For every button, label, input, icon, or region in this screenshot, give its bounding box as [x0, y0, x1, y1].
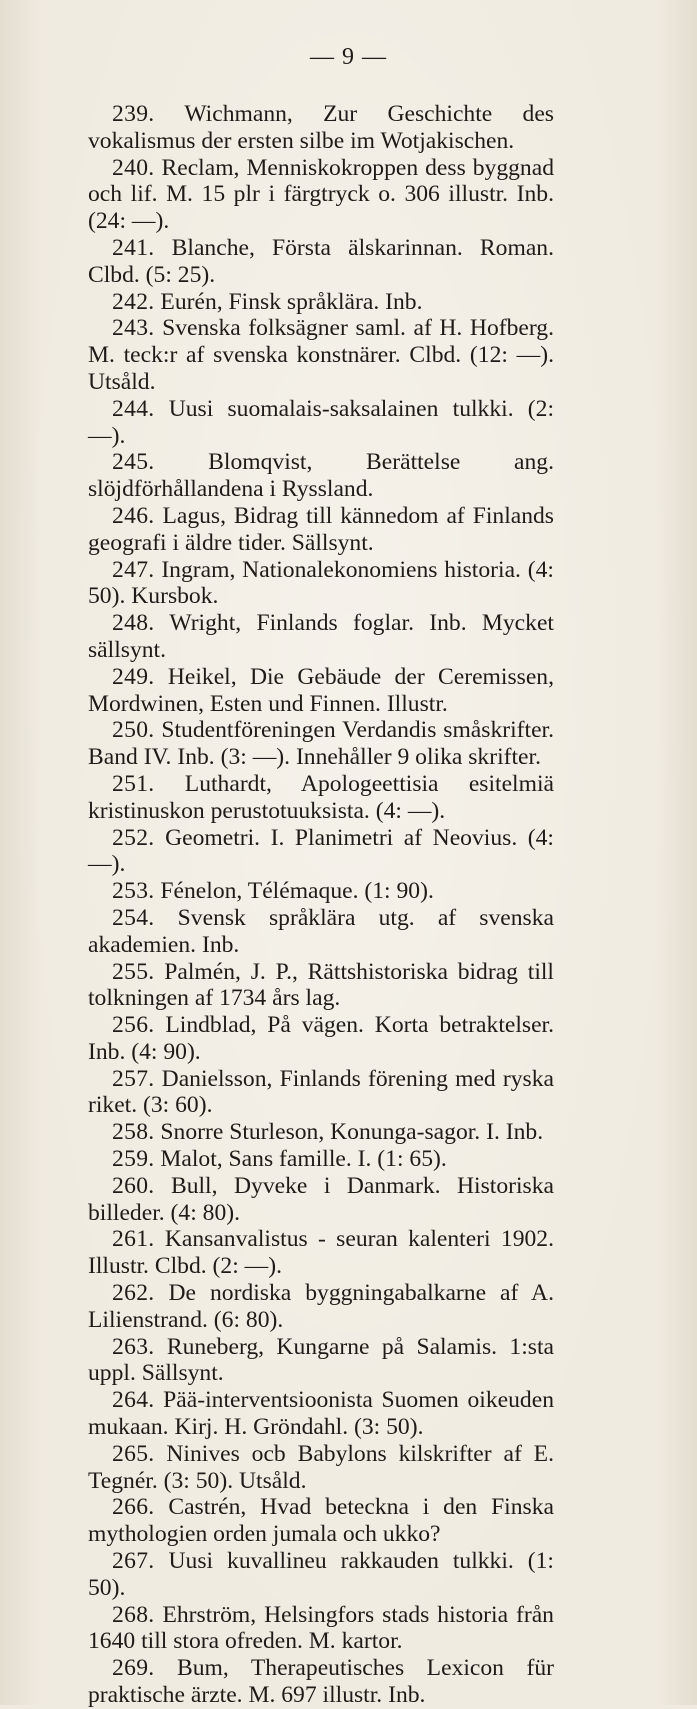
entry-text: Eurén, Finsk språklära. Inb. [160, 288, 423, 315]
entry-number: 248. [112, 610, 155, 637]
entry-number: 262. [112, 1280, 155, 1307]
entry-text: Malot, Sans famille. I. (1: 65). [160, 1146, 447, 1173]
catalog-entry [88, 1226, 554, 1280]
entry-text: Bull, Dyveke i Danmark. Historiska billeder. (4: 80). [88, 1172, 554, 1226]
entry-text: Lindblad, På vägen. Korta betraktelser. Inb. (4: 90). [88, 1012, 555, 1065]
page-number: — 9 — [310, 44, 387, 70]
catalog-entry-list [88, 101, 554, 1709]
entry-number: 264. [112, 1387, 155, 1414]
entry-text: Lagus, Bidrag till kännedom af Finlands geografi i äldre tider. Sällsynt. [88, 502, 554, 556]
entry-number: 243. [112, 315, 155, 342]
entry-text: De nordiska byggningabalkarne af A. Lilienstrand. (6: 80). [88, 1280, 554, 1333]
entry-text: Wright, Finlands foglar. Inb. Mycket sällsynt. [88, 610, 554, 663]
entry-text: Svensk språklära utg. af svenska akademien. Inb. [88, 904, 555, 958]
entry-number: 246. [112, 502, 155, 529]
catalog-entry [88, 1012, 554, 1066]
catalog-entry [88, 1280, 554, 1334]
entry-text: Uusi suomalais-saksalainen tulkki. (2: —). [88, 395, 554, 449]
catalog-entry [88, 1602, 554, 1656]
catalog-entry [88, 101, 554, 155]
catalog-entry [88, 1173, 554, 1227]
catalog-entry [88, 878, 554, 905]
entry-number: 258. [112, 1119, 155, 1146]
catalog-entry [88, 1441, 554, 1495]
entry-number: 269. [112, 1655, 155, 1682]
entry-number: 254. [112, 904, 155, 931]
entry-number: 268. [112, 1601, 155, 1628]
catalog-entry [88, 1066, 554, 1120]
entry-text: Ehrström, Helsingfors stads historia från 1640 till stora ofreden. M. kartor. [88, 1601, 554, 1655]
entry-text: Svenska folksägner saml. af H. Hofberg. M. teck:r af svenska konstnärer. Clbd. (12: —). Utsåld. [88, 315, 554, 395]
entry-number: 260. [112, 1172, 155, 1199]
entry-text: Bum, Therapeutisches Lexicon für praktische ärzte. M. 697 illustr. Inb. [88, 1655, 554, 1709]
entry-number: 252. [112, 824, 155, 851]
catalog-entry [88, 1387, 554, 1441]
entry-text: Wichmann, Zur Geschichte des vokalismus der ersten silbe im Wotjakischen. [88, 101, 554, 154]
entry-text: Heikel, Die Gebäude der Ceremissen, Mordwinen, Esten und Finnen. Illustr. [88, 663, 554, 717]
entry-text: Pää-interventsioonista Suomen oikeuden mukaan. Kirj. H. Gröndahl. (3: 50). [88, 1387, 554, 1441]
entry-number: 256. [112, 1012, 155, 1039]
catalog-entry [88, 717, 554, 771]
entry-number: 250. [112, 717, 155, 744]
catalog-entry [88, 1494, 554, 1548]
entry-text: Luthardt, Apologeettisia esitelmiä kristinuskon perustotuuksista. (4: —). [88, 770, 554, 824]
catalog-entry [88, 664, 554, 718]
catalog-entry [88, 1548, 554, 1602]
catalog-entry [88, 289, 554, 316]
entry-number: 265. [112, 1440, 155, 1467]
entry-number: 245. [112, 449, 155, 476]
entry-text: Fénelon, Télémaque. (1: 90). [160, 878, 434, 905]
entry-number: 261. [112, 1226, 155, 1253]
catalog-entry [88, 1119, 554, 1146]
catalog-entry [88, 825, 554, 879]
entry-number: 244. [112, 395, 155, 422]
entry-number: 259. [112, 1146, 155, 1173]
entry-number: 263. [112, 1333, 155, 1360]
catalog-entry [88, 449, 554, 503]
catalog-entry [88, 503, 554, 557]
catalog-entry [88, 959, 554, 1013]
entry-number: 251. [112, 770, 155, 797]
entry-number: 241. [112, 234, 155, 261]
catalog-entry [88, 235, 554, 289]
catalog-entry [88, 155, 554, 235]
entry-text: Blomqvist, Berättelse ang. slöjdförhållandena i Ryssland. [88, 449, 554, 503]
catalog-entry [88, 396, 554, 450]
catalog-entry [88, 905, 554, 959]
entry-number: 255. [112, 958, 155, 985]
entry-text: Ninives ocb Babylons kilskrifter af E. Tegnér. (3: 50). Utsåld. [88, 1440, 554, 1494]
entry-text: Palmén, J. P., Rättshistoriska bidrag till tolkningen af 1734 års lag. [88, 958, 554, 1012]
entry-text: Reclam, Menniskokroppen dess byggnad och lif. M. 15 plr i färgtryck o. 306 illustr. Inb. (24: —). [88, 154, 554, 235]
catalog-entry [88, 1334, 554, 1388]
catalog-entry [88, 1655, 554, 1709]
catalog-entry [88, 1146, 554, 1173]
entry-text: Danielsson, Finlands förening med ryska riket. (3: 60). [88, 1065, 554, 1119]
entry-number: 249. [112, 663, 155, 690]
entry-number: 242. [112, 288, 155, 315]
catalog-entry [88, 610, 554, 664]
entry-text: Kansanvalistus - seuran kalenteri 1902. Illustr. Clbd. (2: —). [88, 1226, 555, 1280]
entry-number: 253. [112, 878, 155, 905]
entry-number: 266. [112, 1494, 155, 1521]
entry-number: 239. [112, 101, 155, 127]
entry-number: 247. [112, 556, 155, 583]
catalog-entry [88, 315, 554, 395]
entry-text: Ingram, Nationalekonomiens historia. (4: 50). Kursbok. [88, 556, 554, 610]
entry-number: 267. [112, 1548, 155, 1575]
entry-text: Castrén, Hvad beteckna i den Finska mythologien orden jumala och ukko? [88, 1494, 554, 1548]
entry-number: 240. [112, 154, 155, 181]
entry-number: 257. [112, 1065, 155, 1092]
catalog-entry [88, 771, 554, 825]
entry-text: Snorre Sturleson, Konunga-sagor. I. Inb. [160, 1119, 544, 1146]
entry-text: Blanche, Första älskarinnan. Roman. Clbd. (5: 25). [88, 234, 554, 288]
entry-text: Uusi kuvallineu rakkauden tulkki. (1: 50). [88, 1548, 554, 1601]
entry-text: Studentföreningen Verdandis småskrifter. Band IV. Inb. (3: —). Innehåller 9 olika skrifter. [88, 717, 555, 771]
entry-text: Geometri. I. Planimetri af Neovius. (4: —). [88, 824, 554, 878]
entry-text: Runeberg, Kungarne på Salamis. 1:sta uppl. Sällsynt. [88, 1333, 554, 1387]
catalog-entry [88, 557, 554, 611]
